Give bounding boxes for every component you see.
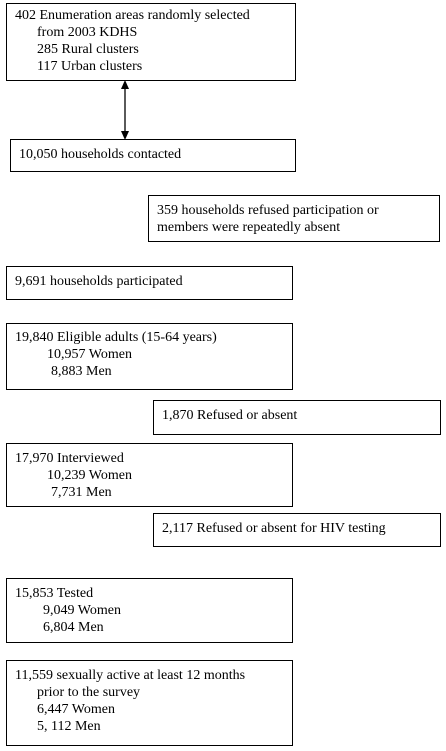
tested-men-text: 6,804 Men: [43, 620, 104, 635]
tested-women-text: 9,049 Women: [43, 603, 121, 618]
eligible-women-text: 10,957 Women: [47, 347, 132, 362]
survey-period-text: prior to the survey: [37, 685, 141, 700]
enumeration-areas-text: 402 Enumeration areas randomly selected: [15, 8, 250, 23]
sexually-active-text: 11,559 sexually active at least 12 months: [15, 668, 246, 683]
enumeration-areas-box: [6, 3, 296, 81]
arrow-head-up: [121, 80, 129, 89]
survey-source-text: from 2003 KDHS: [37, 25, 138, 40]
interviewed-text: 17,970 Interviewed: [15, 451, 124, 466]
eligible-men-text: 8,883 Men: [51, 364, 112, 379]
households-absent-text: members were repeatedly absent: [157, 220, 341, 235]
households-refused-text: 359 households refused participation or: [157, 203, 379, 218]
interviewed-women-text: 10,239 Women: [47, 468, 132, 483]
eligible-adults-box: [6, 323, 293, 390]
double-arrow-connector: [115, 80, 135, 140]
tested-box: [6, 578, 293, 643]
urban-clusters-text: 117 Urban clusters: [37, 59, 143, 74]
refused-absent-box: [153, 400, 441, 435]
tested-text: 15,853 Tested: [15, 586, 94, 601]
sexually-active-box: [6, 660, 293, 746]
interviewed-men-text: 7,731 Men: [51, 485, 112, 500]
households-contacted-text: 10,050 households contacted: [19, 147, 182, 162]
interviewed-box: [6, 443, 293, 507]
sexually-active-women-text: 6,447 Women: [37, 702, 115, 717]
refused-absent-text: 1,870 Refused or absent: [162, 408, 298, 423]
hiv-testing-refused-text: 2,117 Refused or absent for HIV testing: [162, 521, 386, 536]
households-refused-box: [148, 195, 440, 242]
households-participated-text: 9,691 households participated: [15, 274, 183, 289]
households-participated-box: [6, 266, 293, 300]
hiv-testing-refused-box: [153, 513, 441, 547]
households-contacted-box: [10, 139, 296, 172]
rural-clusters-text: 285 Rural clusters: [37, 42, 139, 57]
eligible-adults-text: 19,840 Eligible adults (15-64 years): [15, 330, 217, 345]
sexually-active-men-text: 5, 112 Men: [37, 719, 101, 734]
